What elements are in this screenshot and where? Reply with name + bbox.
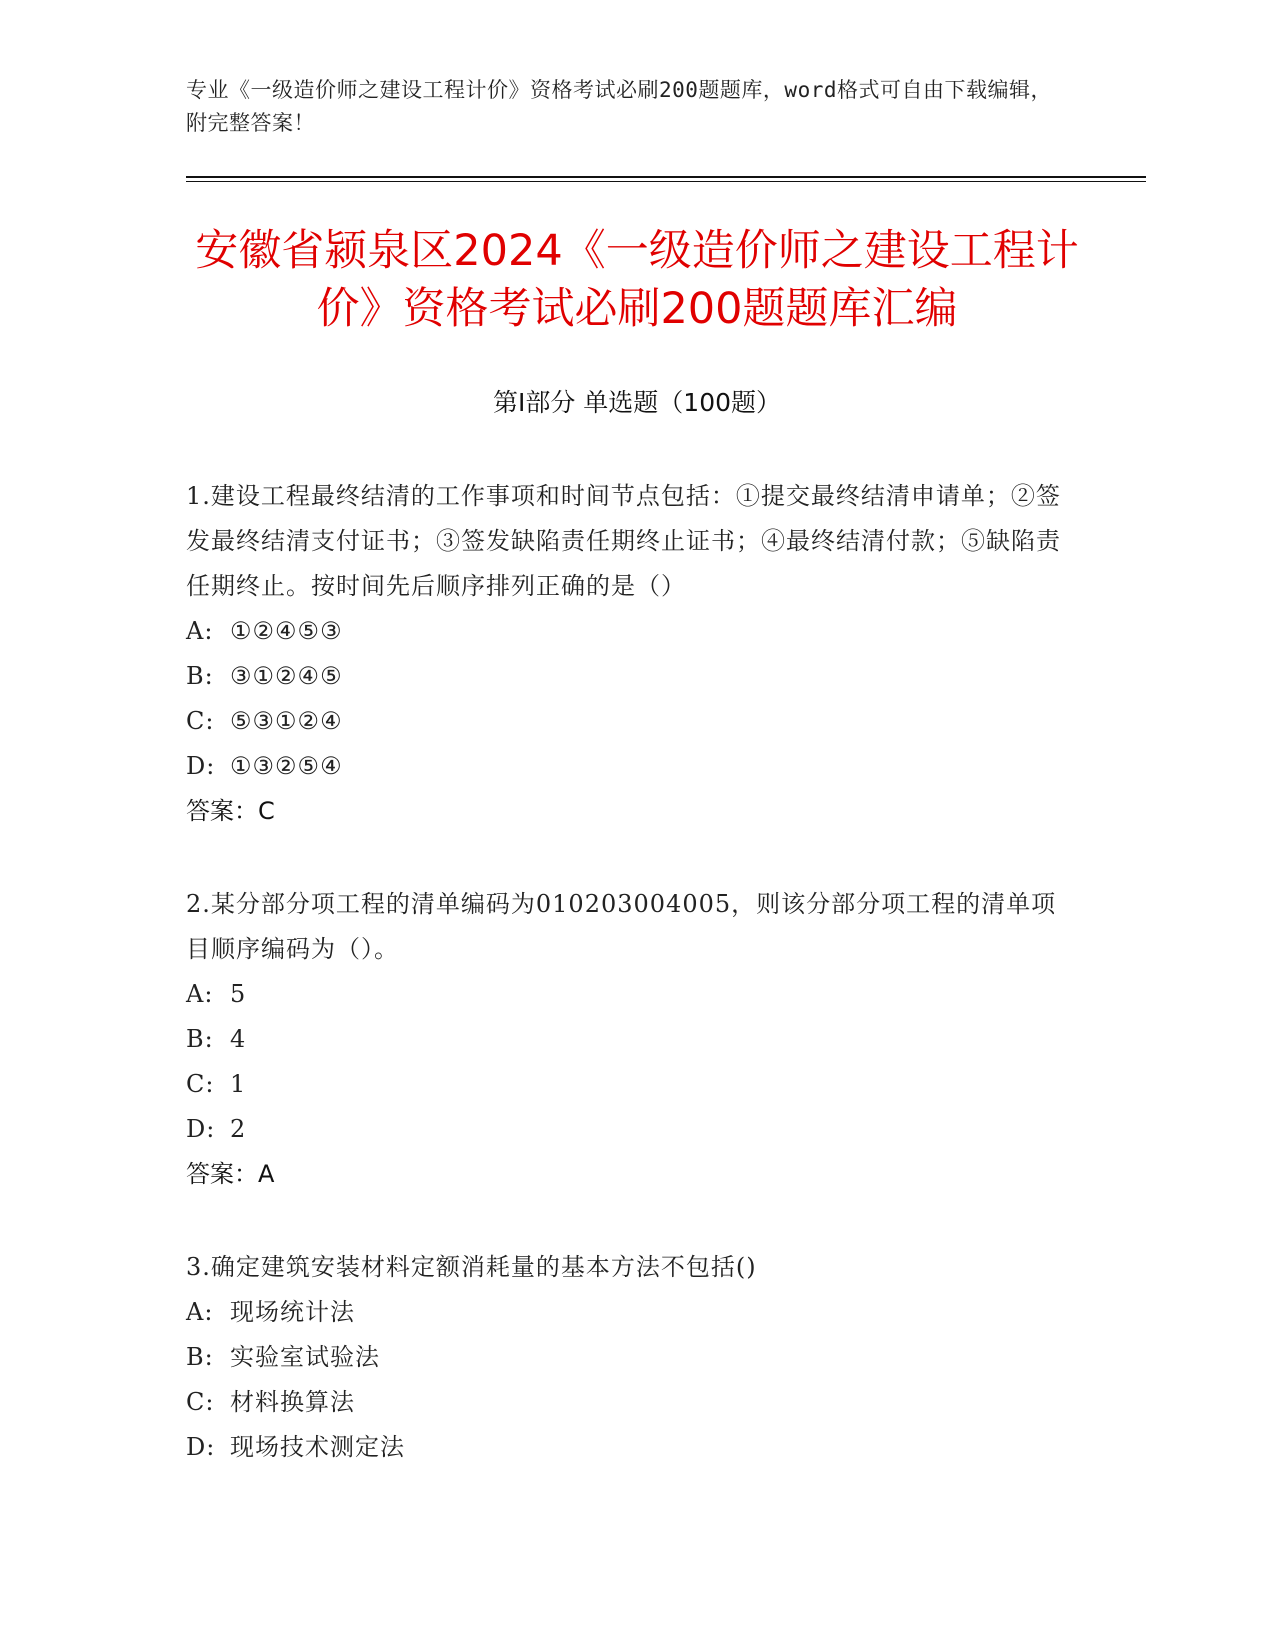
question-text: 1.建设工程最终结清的工作事项和时间节点包括：①提交最终结清申请单；②签发最终结清支付证书；③签发缺陷责任期终止证书；④最终结清付款；⑤缺陷责任期终止。按时间先后顺序排列正确的是（） — [186, 482, 1061, 600]
option-d — [186, 744, 1066, 789]
option-text: 实验室试验法 — [230, 1343, 380, 1371]
option-c — [186, 1380, 1066, 1425]
question-1 — [186, 474, 1066, 834]
header-divider-thick — [186, 176, 1146, 178]
option-b — [186, 1017, 1066, 1062]
option-key: A: — [186, 980, 214, 1008]
option-b — [186, 654, 1066, 699]
option-text: 现场统计法 — [230, 1298, 355, 1326]
option-a — [186, 609, 1066, 654]
option-text: 4 — [230, 1025, 247, 1053]
option-text: ⑤③①②④ — [230, 707, 343, 735]
option-d — [186, 1425, 1066, 1470]
section-heading: 第Ⅰ部分 单选题（100题） — [492, 388, 782, 417]
answer-line: 答案：C — [186, 797, 275, 825]
header-note: 专业《一级造价师之建设工程计价》资格考试必刷200题题库，word格式可自由下载编辑，附完整答案！ — [186, 78, 1052, 135]
option-key: B: — [186, 1343, 214, 1371]
option-text: 材料换算法 — [230, 1388, 355, 1416]
option-text: 5 — [230, 980, 247, 1008]
option-key: C: — [186, 707, 215, 735]
option-d — [186, 1107, 1066, 1152]
option-key: D: — [186, 1115, 216, 1143]
question-list — [186, 474, 1066, 1518]
option-key: C: — [186, 1070, 215, 1098]
option-key: C: — [186, 1388, 215, 1416]
question-3 — [186, 1245, 1066, 1470]
option-text: ①②④⑤③ — [230, 617, 343, 645]
question-2 — [186, 882, 1066, 1197]
option-key: A: — [186, 1298, 214, 1326]
option-key: A: — [186, 617, 214, 645]
option-text: 1 — [230, 1070, 247, 1098]
option-key: D: — [186, 1433, 216, 1461]
document-title: 安徽省颍泉区2024《一级造价师之建设工程计价》资格考试必刷200题题库汇编 — [195, 226, 1079, 334]
question-text: 3.确定建筑安装材料定额消耗量的基本方法不包括() — [186, 1253, 757, 1281]
option-text: ①③②⑤④ — [230, 752, 343, 780]
option-text: 2 — [230, 1115, 247, 1143]
option-text: 现场技术测定法 — [230, 1433, 405, 1461]
option-key: B: — [186, 1025, 214, 1053]
option-b — [186, 1335, 1066, 1380]
option-c — [186, 1062, 1066, 1107]
question-text: 2.某分部分项工程的清单编码为010203004005，则该分部分项工程的清单项目顺序编码为（）。 — [186, 890, 1057, 963]
answer-line: 答案：A — [186, 1160, 275, 1188]
option-text: ③①②④⑤ — [230, 662, 343, 690]
option-key: B: — [186, 662, 214, 690]
header-divider-thin — [186, 181, 1146, 182]
option-c — [186, 699, 1066, 744]
option-key: D: — [186, 752, 216, 780]
option-a — [186, 1290, 1066, 1335]
option-a — [186, 972, 1066, 1017]
